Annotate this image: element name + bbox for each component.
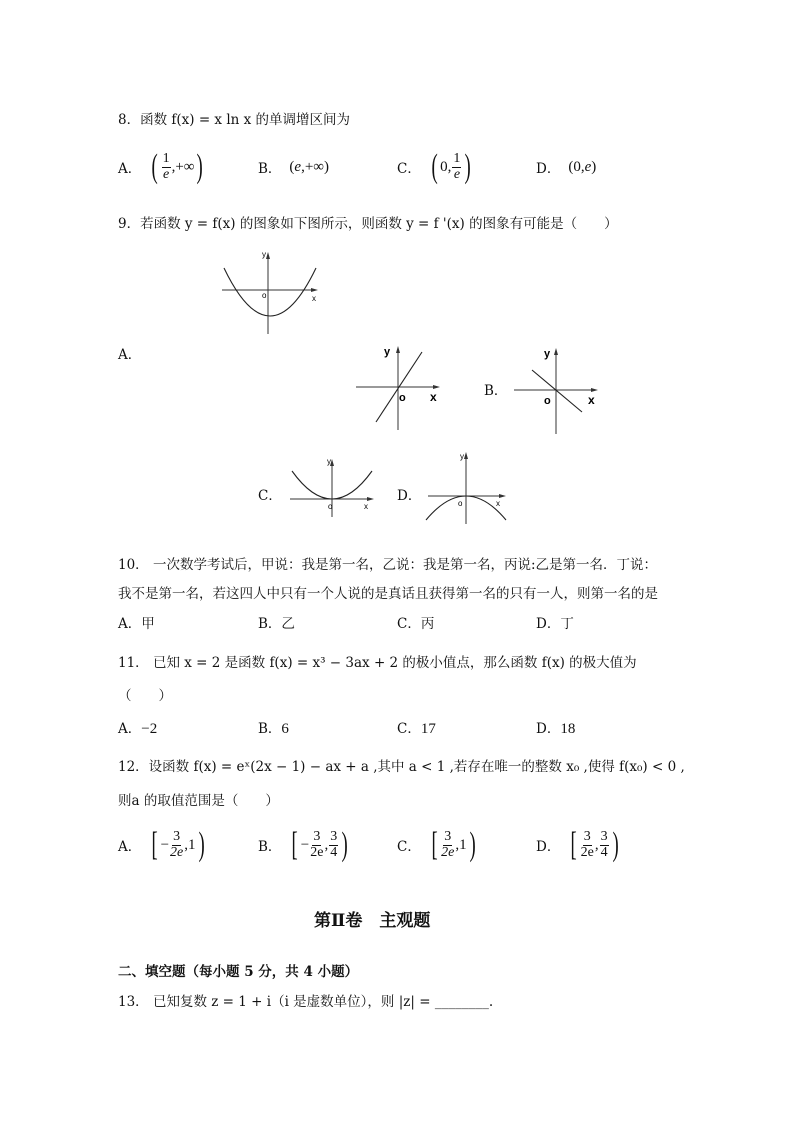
q8-stem: 8．函数 f(x) = x ln x 的单调增区间为 [118,112,351,128]
option-label: C． [397,839,421,855]
option-label: A． [118,161,142,177]
q9-option-a-label: A． [118,347,142,363]
fraction-1-over-e: $\frac{1}{e}$ [453,150,461,182]
q12-option-a: A． [ − $\frac{3}{2e}$ ,1 ) [118,826,205,863]
q9-stem: 9．若函数 y = f(x) 的图象如下图所示，则函数 y = f '(x) 的图象有可能是（ ） [118,216,618,232]
q10-option-b: B．乙 [258,616,295,632]
origin-label: o [458,499,463,508]
y-axis-label: y [460,452,464,461]
fraction-1-over-e: $\frac{1}{e}$ [162,150,170,182]
q10-option-a: A．甲 [118,616,155,632]
q10-option-c: C．丙 [397,616,435,632]
q9-option-b-graph [510,342,606,436]
q12-option-d: D． [ $\frac{3}{2e}$ , $\frac{3}{4}$ ) [536,826,619,863]
option-label: C． [397,161,421,177]
q11-option-c: C．17 [397,721,436,737]
q10-option-d: D．丁 [536,616,574,632]
x-axis-label: x [364,502,368,511]
q9-option-d-graph [420,448,514,528]
q13-stem: 13． 已知复数 z = 1 + i（i 是虚数单位），则 |z| = ________. [118,994,494,1010]
option-label: B． [258,161,282,177]
y-axis-label: y [384,346,391,358]
q9-option-c-label: C． [258,488,282,504]
q9-option-d-label: D． [397,488,422,504]
x-axis-label: x [496,499,500,508]
x-axis-label: x [588,393,595,407]
q12-line1: 12．设函数 f(x) = eˣ(2x − 1) − ax + a ,其中 a < 1 ,若存在唯一的整数 x₀ ,使得 f(x₀) < 0 , [118,759,685,775]
q8-option-c: C． ( 0, $\frac{1}{e}$ ) [397,148,472,185]
q11-line1: 11． 已知 x = 2 是函数 f(x) = x³ − 3ax + 2 的极小值点，那么函数 f(x) 的极大值为 [118,655,637,671]
q9-option-b-label: B． [484,383,508,399]
q9-option-c-graph [286,455,380,535]
q12-option-b: B． [ − $\frac{3}{2e}$ , $\frac{3}{4}$ ) [258,826,348,863]
q12-option-c: C． [ $\frac{3}{2e}$ ,1 ) [397,826,476,863]
x-axis-label: x [312,294,316,303]
q8-option-b: B． (e,+∞) [258,158,329,177]
q9-option-a-graph [350,340,450,434]
q11-option-d: D．18 [536,721,576,737]
section-fill-in-title: 二、填空题（每小题 5 分，共 4 小题） [118,964,359,980]
q11-line2: （ ） [118,688,172,704]
origin-label: o [262,291,267,300]
part2-title: 第Ⅱ卷 主观题 [314,911,431,931]
y-axis-label: y [327,457,331,466]
q12-line2: 则a 的取值范围是（ ） [118,793,279,809]
option-label: B． [258,839,282,855]
q10-line1: 10． 一次数学考试后，甲说：我是第一名，乙说：我是第一名，丙说:乙是第一名．丁说： [118,557,658,573]
y-axis-label: y [544,348,551,360]
origin-label: o [328,502,333,511]
q11-option-b: B．6 [258,721,289,737]
origin-label: o [399,392,406,404]
option-label: D． [536,839,561,855]
option-label: A． [118,839,142,855]
q9-main-graph [218,246,328,338]
option-label: D． [536,161,561,177]
x-axis-label: x [430,390,437,404]
q11-option-a: A．−2 [118,721,158,737]
q8-option-d: D． (0,e) [536,158,597,177]
origin-label: o [544,395,551,407]
q10-line2: 我不是第一名，若这四人中只有一个人说的是真话且获得第一名的只有一人，则第一名的是 [118,586,658,602]
y-axis-label: y [262,250,266,259]
q8-option-a: A． ( $\frac{1}{e}$ ,+∞ ) [118,148,204,185]
